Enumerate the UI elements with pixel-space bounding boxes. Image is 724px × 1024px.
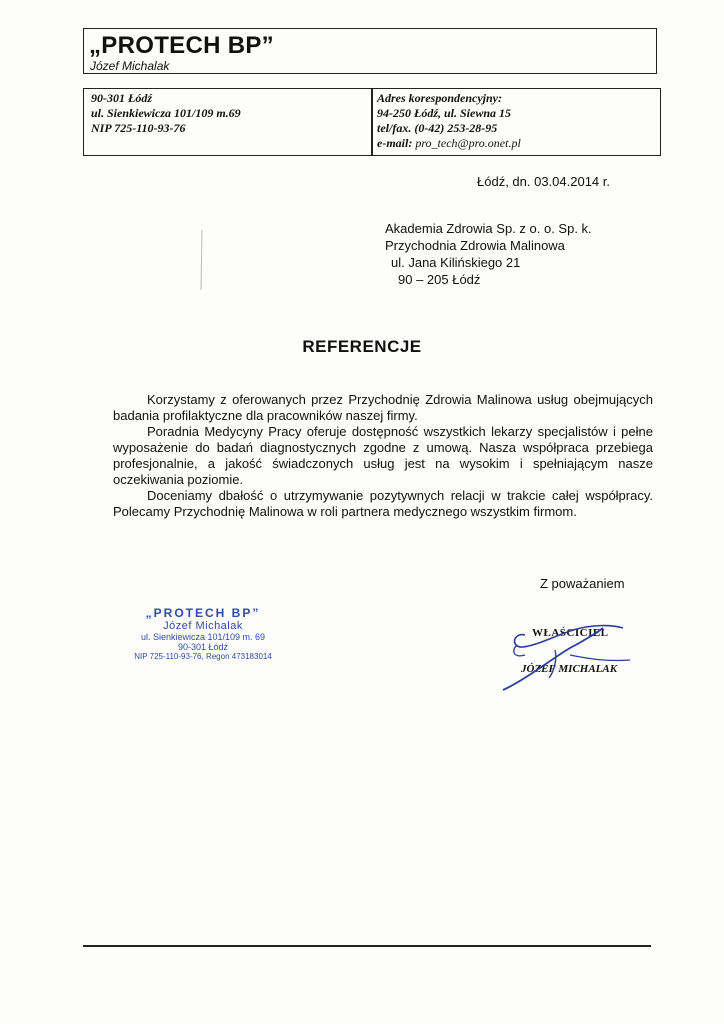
address-block bbox=[91, 91, 241, 136]
recipient-line: Akademia Zdrowia Sp. z o. o. Sp. k. bbox=[385, 221, 592, 236]
paragraph: Doceniamy dbałość o utrzymywanie pozytywnych relacji w trakcie całej współpracy. Polecamy Przychodnię Malinowa w roli partnera medycznego wszystkim firmom. bbox=[113, 488, 653, 519]
paragraph: Poradnia Medycyny Pracy oferuje dostępność wszystkich lekarzy specjalistów i pełne wyposażenie do badań diagnostycznych zgodne z umową. Nasza współpraca przebiega profesjonalnie, a jakość świadczonych usług jest na wysokim i spełniającym nasze oczekiwania poziomie. bbox=[113, 424, 653, 487]
company-stamp bbox=[118, 606, 288, 662]
recipient-address bbox=[385, 220, 592, 288]
email-label: e-mail: bbox=[377, 136, 413, 150]
address-city: 90-301 Łódź bbox=[91, 91, 152, 105]
stamp-registry: NIP 725-110-93-76, Regon 473183014 bbox=[134, 652, 272, 661]
stamp-company: „PROTECH BP” bbox=[145, 606, 261, 620]
letter-body bbox=[113, 392, 653, 520]
signature-stamp-title: WŁAŚCICIEL bbox=[532, 627, 609, 639]
company-name: „PROTECH BP” bbox=[89, 32, 274, 59]
email-value: pro_tech@pro.onet.pl bbox=[412, 136, 521, 150]
correspondence-address: 94-250 Łódź, ul. Siewna 15 bbox=[377, 106, 512, 120]
owner-name: Józef Michalak bbox=[90, 59, 170, 73]
footer-rule bbox=[83, 945, 651, 947]
address-nip: NIP 725-110-93-76 bbox=[91, 121, 186, 135]
signature-stamp-name: JÓZEF MICHALAK bbox=[521, 663, 618, 675]
address-street: ul. Sienkiewicza 101/109 m.69 bbox=[91, 106, 241, 120]
handwritten-signature bbox=[495, 600, 645, 700]
stamp-city: 90-301 Łódź bbox=[177, 642, 229, 652]
address-divider bbox=[371, 89, 373, 155]
stamp-owner: Józef Michalak bbox=[163, 620, 243, 632]
recipient-line: Przychodnia Zdrowia Malinowa bbox=[385, 238, 565, 253]
scan-mark bbox=[200, 230, 204, 290]
correspondence-block bbox=[377, 91, 521, 151]
document-title: REFERENCJE bbox=[302, 337, 422, 356]
recipient-line: ul. Jana Kilińskiego 21 bbox=[391, 255, 521, 270]
paragraph: Korzystamy z oferowanych przez Przychodnię Zdrowia Malinowa usług obejmujących badania profilaktyczne dla pracowników naszej firmy. bbox=[113, 392, 653, 423]
stamp-street: ul. Sienkiewicza 101/109 m. 69 bbox=[140, 632, 266, 642]
letter-date: Łódź, dn. 03.04.2014 r. bbox=[477, 174, 610, 189]
correspondence-email bbox=[377, 136, 521, 151]
recipient-line: 90 – 205 Łódź bbox=[398, 272, 481, 287]
letterhead-name-box bbox=[83, 28, 657, 74]
correspondence-phone: tel/fax. (0-42) 253-28-95 bbox=[377, 121, 498, 135]
correspondence-heading: Adres korespondencyjny: bbox=[377, 91, 502, 105]
letterhead-address-box bbox=[83, 88, 661, 156]
closing-phrase: Z poważaniem bbox=[540, 576, 625, 591]
